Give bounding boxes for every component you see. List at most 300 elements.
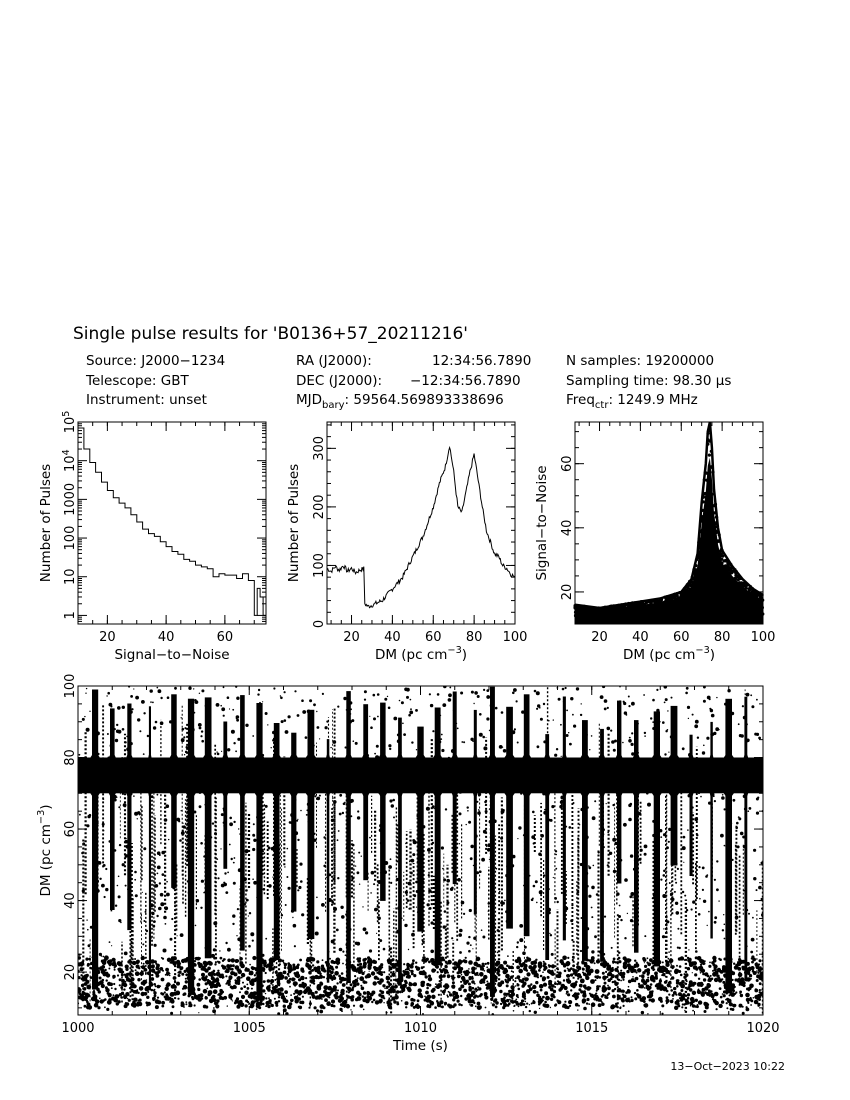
- sparse-point: [554, 754, 557, 757]
- low-dm-point: [730, 986, 732, 988]
- scatter-point: [718, 606, 721, 609]
- low-dm-point: [136, 989, 138, 991]
- scatter-point: [731, 571, 734, 574]
- sparse-point: [559, 805, 563, 809]
- low-dm-point: [103, 959, 107, 963]
- sparse-point: [497, 952, 499, 954]
- low-dm-point: [371, 993, 374, 996]
- scatter-point: [698, 577, 701, 580]
- low-dm-point: [341, 992, 344, 995]
- sparse-point: [364, 779, 367, 782]
- low-dm-point: [386, 987, 388, 989]
- sparse-point: [437, 716, 439, 718]
- low-dm-point: [429, 984, 432, 987]
- low-dm-point: [658, 969, 660, 971]
- sparse-point: [219, 950, 220, 951]
- low-dm-point: [285, 999, 289, 1003]
- sparse-point: [704, 1010, 707, 1013]
- low-dm-point: [144, 992, 148, 996]
- sparse-point: [619, 905, 621, 907]
- sparse-point: [636, 820, 638, 822]
- low-dm-point: [750, 997, 752, 999]
- low-dm-point: [531, 1003, 533, 1005]
- low-dm-point: [472, 976, 474, 978]
- low-dm-point: [350, 998, 354, 1002]
- sparse-point: [193, 688, 194, 689]
- low-dm-point: [607, 979, 611, 983]
- sparse-point: [355, 742, 358, 745]
- low-dm-point: [415, 962, 417, 964]
- low-dm-point: [198, 978, 201, 981]
- low-dm-point: [218, 993, 222, 997]
- sparse-point: [225, 942, 227, 944]
- sparse-point: [217, 877, 219, 879]
- scatter-point: [715, 572, 718, 575]
- low-dm-point: [589, 993, 591, 995]
- sparse-point: [256, 1004, 258, 1006]
- sparse-point: [87, 929, 89, 931]
- sparse-point: [690, 784, 693, 787]
- sparse-point: [529, 1010, 531, 1012]
- low-dm-point: [676, 981, 680, 985]
- low-dm-point: [339, 981, 342, 984]
- low-dm-point: [157, 997, 159, 999]
- sparse-point: [448, 698, 452, 702]
- scatter-point: [671, 604, 674, 607]
- low-dm-point: [477, 986, 479, 988]
- low-dm-point: [723, 994, 726, 997]
- low-dm-point: [587, 969, 589, 971]
- sparse-point: [432, 842, 434, 844]
- sparse-point: [490, 921, 493, 924]
- scatter-point: [754, 604, 757, 607]
- sparse-point: [411, 859, 415, 863]
- low-dm-point: [729, 960, 733, 964]
- low-dm-point: [640, 984, 644, 988]
- sparse-point: [124, 840, 128, 844]
- sparse-point: [549, 933, 550, 934]
- low-dm-point: [755, 988, 758, 991]
- low-dm-point: [722, 993, 724, 995]
- sparse-point: [470, 944, 472, 946]
- sparse-point: [591, 886, 595, 890]
- scatter-point: [747, 607, 750, 610]
- sparse-point: [752, 917, 754, 919]
- low-dm-point: [412, 962, 415, 965]
- sparse-point: [169, 973, 170, 974]
- sparse-point: [245, 724, 248, 727]
- low-dm-point: [221, 997, 224, 1000]
- low-dm-point: [143, 963, 145, 965]
- y-tick-label: 1: [63, 611, 78, 620]
- sparse-point: [606, 976, 608, 978]
- low-dm-point: [542, 971, 544, 973]
- info-source: Source: J2000−1234: [86, 353, 226, 369]
- low-dm-point: [230, 998, 232, 1000]
- scatter-point: [654, 609, 657, 612]
- sparse-point: [210, 836, 212, 838]
- sparse-point: [157, 687, 159, 689]
- sparse-point: [409, 775, 413, 779]
- low-dm-point: [373, 999, 376, 1002]
- sparse-point: [370, 726, 373, 729]
- low-dm-point: [334, 971, 339, 976]
- low-dm-point: [457, 971, 460, 974]
- low-dm-point: [287, 1005, 292, 1010]
- x-tick-label: 80: [713, 630, 731, 645]
- low-dm-point: [221, 965, 224, 968]
- low-dm-point: [548, 966, 550, 968]
- sparse-point: [257, 878, 258, 879]
- low-dm-point: [139, 986, 144, 991]
- sparse-point: [731, 712, 734, 715]
- sparse-point: [411, 933, 415, 937]
- sparse-point: [149, 903, 153, 907]
- low-dm-point: [318, 994, 322, 998]
- low-dm-point: [392, 971, 394, 973]
- sparse-point: [252, 940, 254, 942]
- low-dm-point: [124, 974, 126, 976]
- low-dm-point: [567, 957, 569, 959]
- low-dm-point: [123, 983, 127, 987]
- sparse-point: [662, 894, 666, 898]
- sparse-point: [109, 941, 111, 943]
- low-dm-point: [277, 973, 279, 975]
- low-dm-point: [471, 980, 475, 984]
- sparse-point: [157, 866, 161, 870]
- low-dm-point: [296, 971, 299, 974]
- scatter-point: [720, 561, 723, 564]
- sparse-point: [436, 726, 439, 729]
- low-dm-point: [146, 979, 148, 981]
- low-dm-point: [258, 985, 260, 987]
- sparse-point: [134, 760, 137, 763]
- sparse-point: [539, 1008, 540, 1009]
- low-dm-point: [272, 986, 275, 989]
- low-dm-point: [250, 1005, 253, 1008]
- sparse-point: [281, 780, 284, 783]
- low-dm-point: [712, 970, 714, 972]
- low-dm-point: [485, 984, 487, 986]
- sparse-point: [597, 985, 599, 987]
- sparse-point: [429, 693, 431, 695]
- sparse-point: [682, 747, 685, 750]
- low-dm-point: [492, 1003, 495, 1006]
- sparse-point: [652, 897, 654, 899]
- sparse-point: [393, 816, 395, 818]
- sparse-point: [493, 819, 497, 823]
- sparse-point: [449, 992, 450, 993]
- sparse-point: [677, 928, 679, 930]
- low-dm-point: [135, 969, 137, 971]
- low-dm-point: [516, 994, 519, 997]
- sparse-point: [569, 826, 572, 829]
- sparse-point: [432, 730, 434, 732]
- low-dm-point: [700, 991, 704, 995]
- low-dm-point: [453, 993, 456, 996]
- scatter-point: [707, 522, 710, 525]
- low-dm-point: [623, 1005, 625, 1007]
- low-dm-point: [562, 956, 567, 961]
- low-dm-point: [391, 963, 394, 966]
- scatter-point: [662, 601, 665, 604]
- sparse-point: [676, 863, 678, 865]
- sparse-point: [683, 862, 684, 863]
- sparse-point: [528, 965, 532, 969]
- low-dm-point: [636, 989, 639, 992]
- sparse-point: [614, 766, 616, 768]
- low-dm-point: [554, 1004, 557, 1007]
- low-dm-point: [256, 999, 259, 1002]
- sparse-point: [675, 794, 677, 796]
- sparse-point: [389, 948, 392, 951]
- low-dm-point: [373, 966, 376, 969]
- sparse-point: [400, 899, 401, 900]
- scatter-point: [741, 611, 744, 614]
- low-dm-point: [642, 957, 645, 960]
- low-dm-point: [446, 985, 449, 988]
- sparse-point: [192, 988, 196, 992]
- sparse-point: [364, 713, 366, 715]
- sparse-point: [639, 858, 642, 861]
- sparse-point: [561, 756, 562, 757]
- sparse-point: [123, 803, 127, 807]
- low-dm-point: [366, 991, 370, 995]
- sparse-point: [647, 803, 651, 807]
- sparse-point: [271, 747, 272, 748]
- low-dm-point: [760, 968, 763, 971]
- sparse-point: [256, 816, 260, 820]
- sparse-point: [439, 980, 441, 982]
- low-dm-point: [526, 1003, 528, 1005]
- low-dm-point: [262, 989, 265, 992]
- sparse-point: [122, 793, 124, 795]
- low-dm-point: [333, 961, 336, 964]
- low-dm-point: [502, 1000, 506, 1004]
- sparse-point: [293, 978, 295, 980]
- sparse-point: [252, 878, 254, 880]
- low-dm-point: [686, 980, 688, 982]
- sparse-point: [442, 703, 446, 707]
- low-dm-point: [259, 979, 262, 982]
- info-mjd: [296, 392, 504, 411]
- sparse-point: [721, 762, 723, 764]
- sparse-point: [489, 808, 491, 810]
- sparse-point: [507, 955, 509, 957]
- low-dm-point: [572, 964, 575, 967]
- sparse-point: [352, 844, 355, 847]
- low-dm-point: [93, 983, 95, 985]
- sparse-point: [703, 745, 705, 747]
- sparse-point: [670, 893, 673, 896]
- low-dm-point: [511, 970, 513, 972]
- sparse-point: [489, 820, 493, 824]
- sparse-point: [142, 943, 144, 945]
- low-dm-point: [214, 963, 216, 965]
- sparse-point: [688, 753, 692, 757]
- sparse-point: [126, 736, 128, 738]
- low-dm-point: [626, 970, 629, 973]
- low-dm-point: [287, 973, 290, 976]
- sparse-point: [379, 939, 382, 942]
- low-dm-point: [602, 994, 605, 997]
- low-dm-point: [282, 960, 285, 963]
- low-dm-point: [602, 988, 607, 993]
- low-dm-point: [572, 959, 574, 961]
- sparse-point: [746, 909, 748, 911]
- low-dm-point: [317, 976, 321, 980]
- sparse-point: [258, 689, 260, 691]
- sparse-point: [708, 802, 711, 805]
- sparse-point: [513, 688, 517, 692]
- low-dm-point: [432, 1004, 434, 1006]
- sparse-point: [744, 852, 745, 853]
- low-dm-point: [306, 958, 310, 962]
- low-dm-point: [536, 991, 538, 993]
- sparse-point: [102, 956, 104, 958]
- scatter-point: [610, 610, 613, 613]
- low-dm-point: [707, 1004, 709, 1006]
- sparse-point: [391, 804, 394, 807]
- sparse-point: [676, 780, 678, 782]
- low-dm-point: [666, 971, 668, 973]
- sparse-point: [506, 920, 509, 923]
- low-dm-point: [752, 970, 755, 973]
- low-dm-point: [566, 961, 571, 966]
- sparse-point: [224, 725, 227, 728]
- low-dm-point: [239, 957, 243, 961]
- sparse-point: [374, 818, 375, 819]
- low-dm-point: [515, 959, 518, 962]
- y-tick-label: 0: [312, 619, 327, 629]
- sparse-point: [628, 696, 630, 698]
- sparse-point: [630, 854, 633, 857]
- scatter-point: [742, 604, 745, 607]
- sparse-point: [468, 950, 471, 953]
- low-dm-point: [84, 974, 88, 978]
- sparse-point: [222, 978, 223, 979]
- low-dm-point: [155, 966, 159, 970]
- low-dm-point: [362, 964, 366, 968]
- sparse-point: [173, 816, 175, 818]
- low-dm-point: [324, 998, 328, 1002]
- scatter-point: [595, 612, 598, 615]
- low-dm-point: [413, 982, 417, 986]
- low-dm-point: [159, 967, 163, 971]
- low-dm-point: [681, 1006, 683, 1008]
- low-dm-point: [492, 975, 495, 978]
- scatter-point: [746, 599, 749, 602]
- low-dm-point: [669, 981, 672, 984]
- sparse-point: [624, 962, 628, 966]
- low-dm-point: [745, 993, 750, 998]
- sparse-point: [155, 884, 159, 888]
- low-dm-point: [314, 1006, 317, 1009]
- scatter-point: [716, 540, 719, 543]
- sparse-point: [232, 709, 234, 711]
- low-dm-point: [524, 959, 528, 963]
- low-dm-point: [441, 1006, 444, 1009]
- sparse-point: [248, 915, 249, 916]
- low-dm-point: [634, 992, 636, 994]
- sparse-point: [753, 877, 756, 880]
- low-dm-point: [582, 1000, 586, 1004]
- scatter-point: [620, 610, 623, 613]
- sparse-point: [419, 903, 422, 906]
- sparse-point: [428, 860, 430, 862]
- scatter-point: [657, 608, 660, 611]
- low-dm-point: [704, 960, 706, 962]
- scatter-point: [705, 508, 708, 511]
- sparse-point: [229, 822, 233, 826]
- low-dm-point: [205, 996, 207, 998]
- sparse-point: [389, 748, 391, 750]
- sparse-point: [694, 724, 698, 728]
- low-dm-point: [751, 961, 754, 964]
- low-dm-point: [357, 967, 359, 969]
- scatter-point: [678, 612, 681, 615]
- sparse-point: [727, 902, 730, 905]
- sparse-point: [558, 698, 561, 701]
- low-dm-point: [393, 1000, 397, 1004]
- low-dm-point: [270, 982, 272, 984]
- sparse-point: [85, 693, 86, 694]
- low-dm-point: [377, 981, 379, 983]
- sparse-point: [627, 913, 628, 914]
- low-dm-point: [139, 999, 142, 1002]
- low-dm-point: [523, 1003, 526, 1006]
- low-dm-point: [556, 999, 559, 1002]
- sparse-point: [613, 749, 616, 752]
- sparse-point: [681, 980, 684, 983]
- low-dm-point: [644, 987, 646, 989]
- sparse-point: [145, 957, 147, 959]
- sparse-point: [359, 884, 360, 885]
- sparse-point: [313, 839, 316, 842]
- sparse-point: [534, 690, 537, 693]
- low-dm-point: [346, 973, 350, 977]
- sparse-point: [375, 755, 379, 759]
- sparse-point: [756, 812, 759, 815]
- low-dm-point: [125, 992, 129, 996]
- sparse-point: [541, 1000, 544, 1003]
- scatter-point: [595, 619, 598, 622]
- low-dm-point: [510, 985, 514, 989]
- sparse-point: [367, 754, 369, 756]
- low-dm-point: [516, 966, 520, 970]
- sparse-point: [351, 719, 354, 722]
- scatter-point: [667, 610, 670, 613]
- sparse-point: [309, 774, 313, 778]
- low-dm-point: [679, 965, 682, 968]
- low-dm-point: [637, 968, 641, 972]
- sparse-point: [297, 889, 299, 891]
- low-dm-point: [686, 988, 689, 991]
- sparse-point: [469, 1004, 470, 1005]
- low-dm-point: [484, 995, 488, 999]
- x-tick-label: 100: [502, 630, 528, 645]
- low-dm-point: [348, 989, 350, 991]
- sparse-point: [281, 720, 284, 723]
- low-dm-point: [194, 957, 196, 959]
- low-dm-point: [678, 992, 682, 996]
- sparse-point: [305, 768, 307, 770]
- low-dm-point: [550, 993, 554, 997]
- low-dm-point: [497, 982, 502, 987]
- sparse-point: [623, 957, 626, 960]
- low-dm-point: [195, 996, 199, 1000]
- low-dm-point: [601, 1002, 603, 1004]
